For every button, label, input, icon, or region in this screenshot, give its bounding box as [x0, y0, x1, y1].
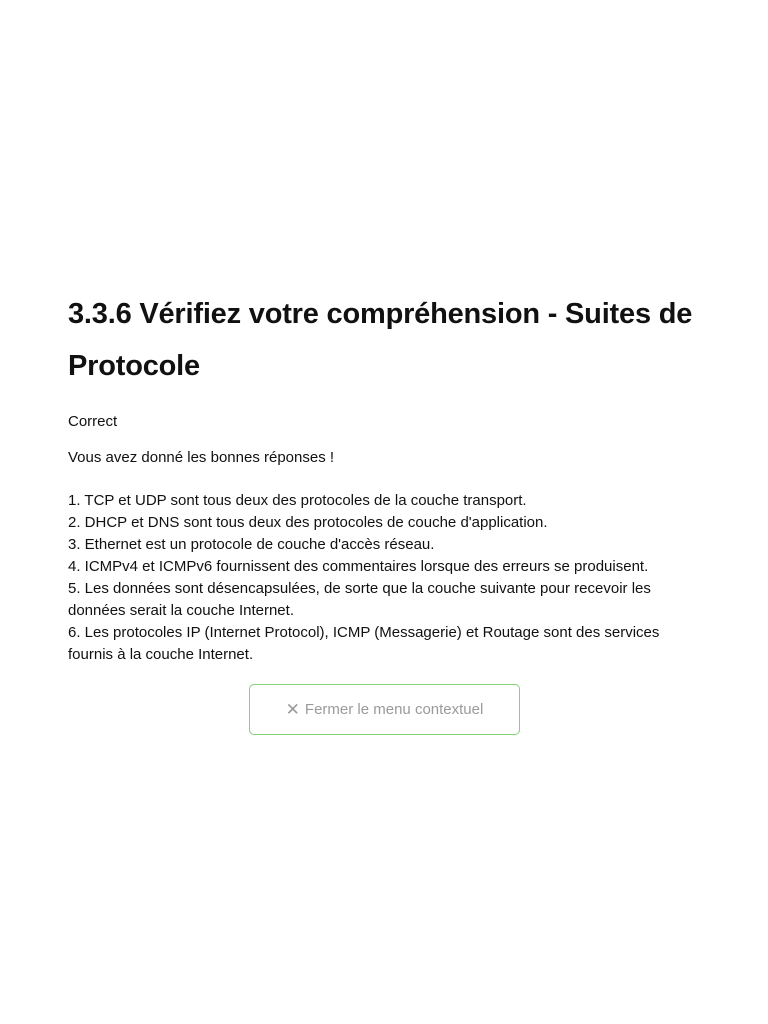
- close-button-label: Fermer le menu contextuel: [304, 701, 484, 718]
- close-icon: ✕: [285, 700, 300, 719]
- result-message: Vous avez donné les bonnes réponses !: [68, 449, 335, 466]
- feedback-dialog: [68, 288, 708, 666]
- list-item: 5. Les données sont désencapsulées, de sorte que la couche suivante pour recevoir les données serait la couche Internet.: [68, 580, 651, 619]
- list-item: 1. TCP et UDP sont tous deux des protocoles de la couche transport.: [68, 492, 527, 509]
- answer-list: [68, 490, 708, 666]
- list-item: 4. ICMPv4 et ICMPv6 fournissent des commentaires lorsque des erreurs se produisent.: [68, 558, 649, 575]
- list-item: 3. Ethernet est un protocole de couche d'accès réseau.: [68, 536, 435, 553]
- result-status: Correct: [68, 413, 118, 430]
- close-button-container: [249, 684, 520, 735]
- list-item: 2. DHCP et DNS sont tous deux des protocoles de couche d'application.: [68, 514, 548, 531]
- close-popup-button[interactable]: [249, 684, 520, 735]
- page-title: 3.3.6 Vérifiez votre compréhension - Suites de Protocole: [68, 298, 693, 382]
- list-item: 6. Les protocoles IP (Internet Protocol), ICMP (Messagerie) et Routage sont des services fournis à la couche Internet.: [68, 624, 660, 663]
